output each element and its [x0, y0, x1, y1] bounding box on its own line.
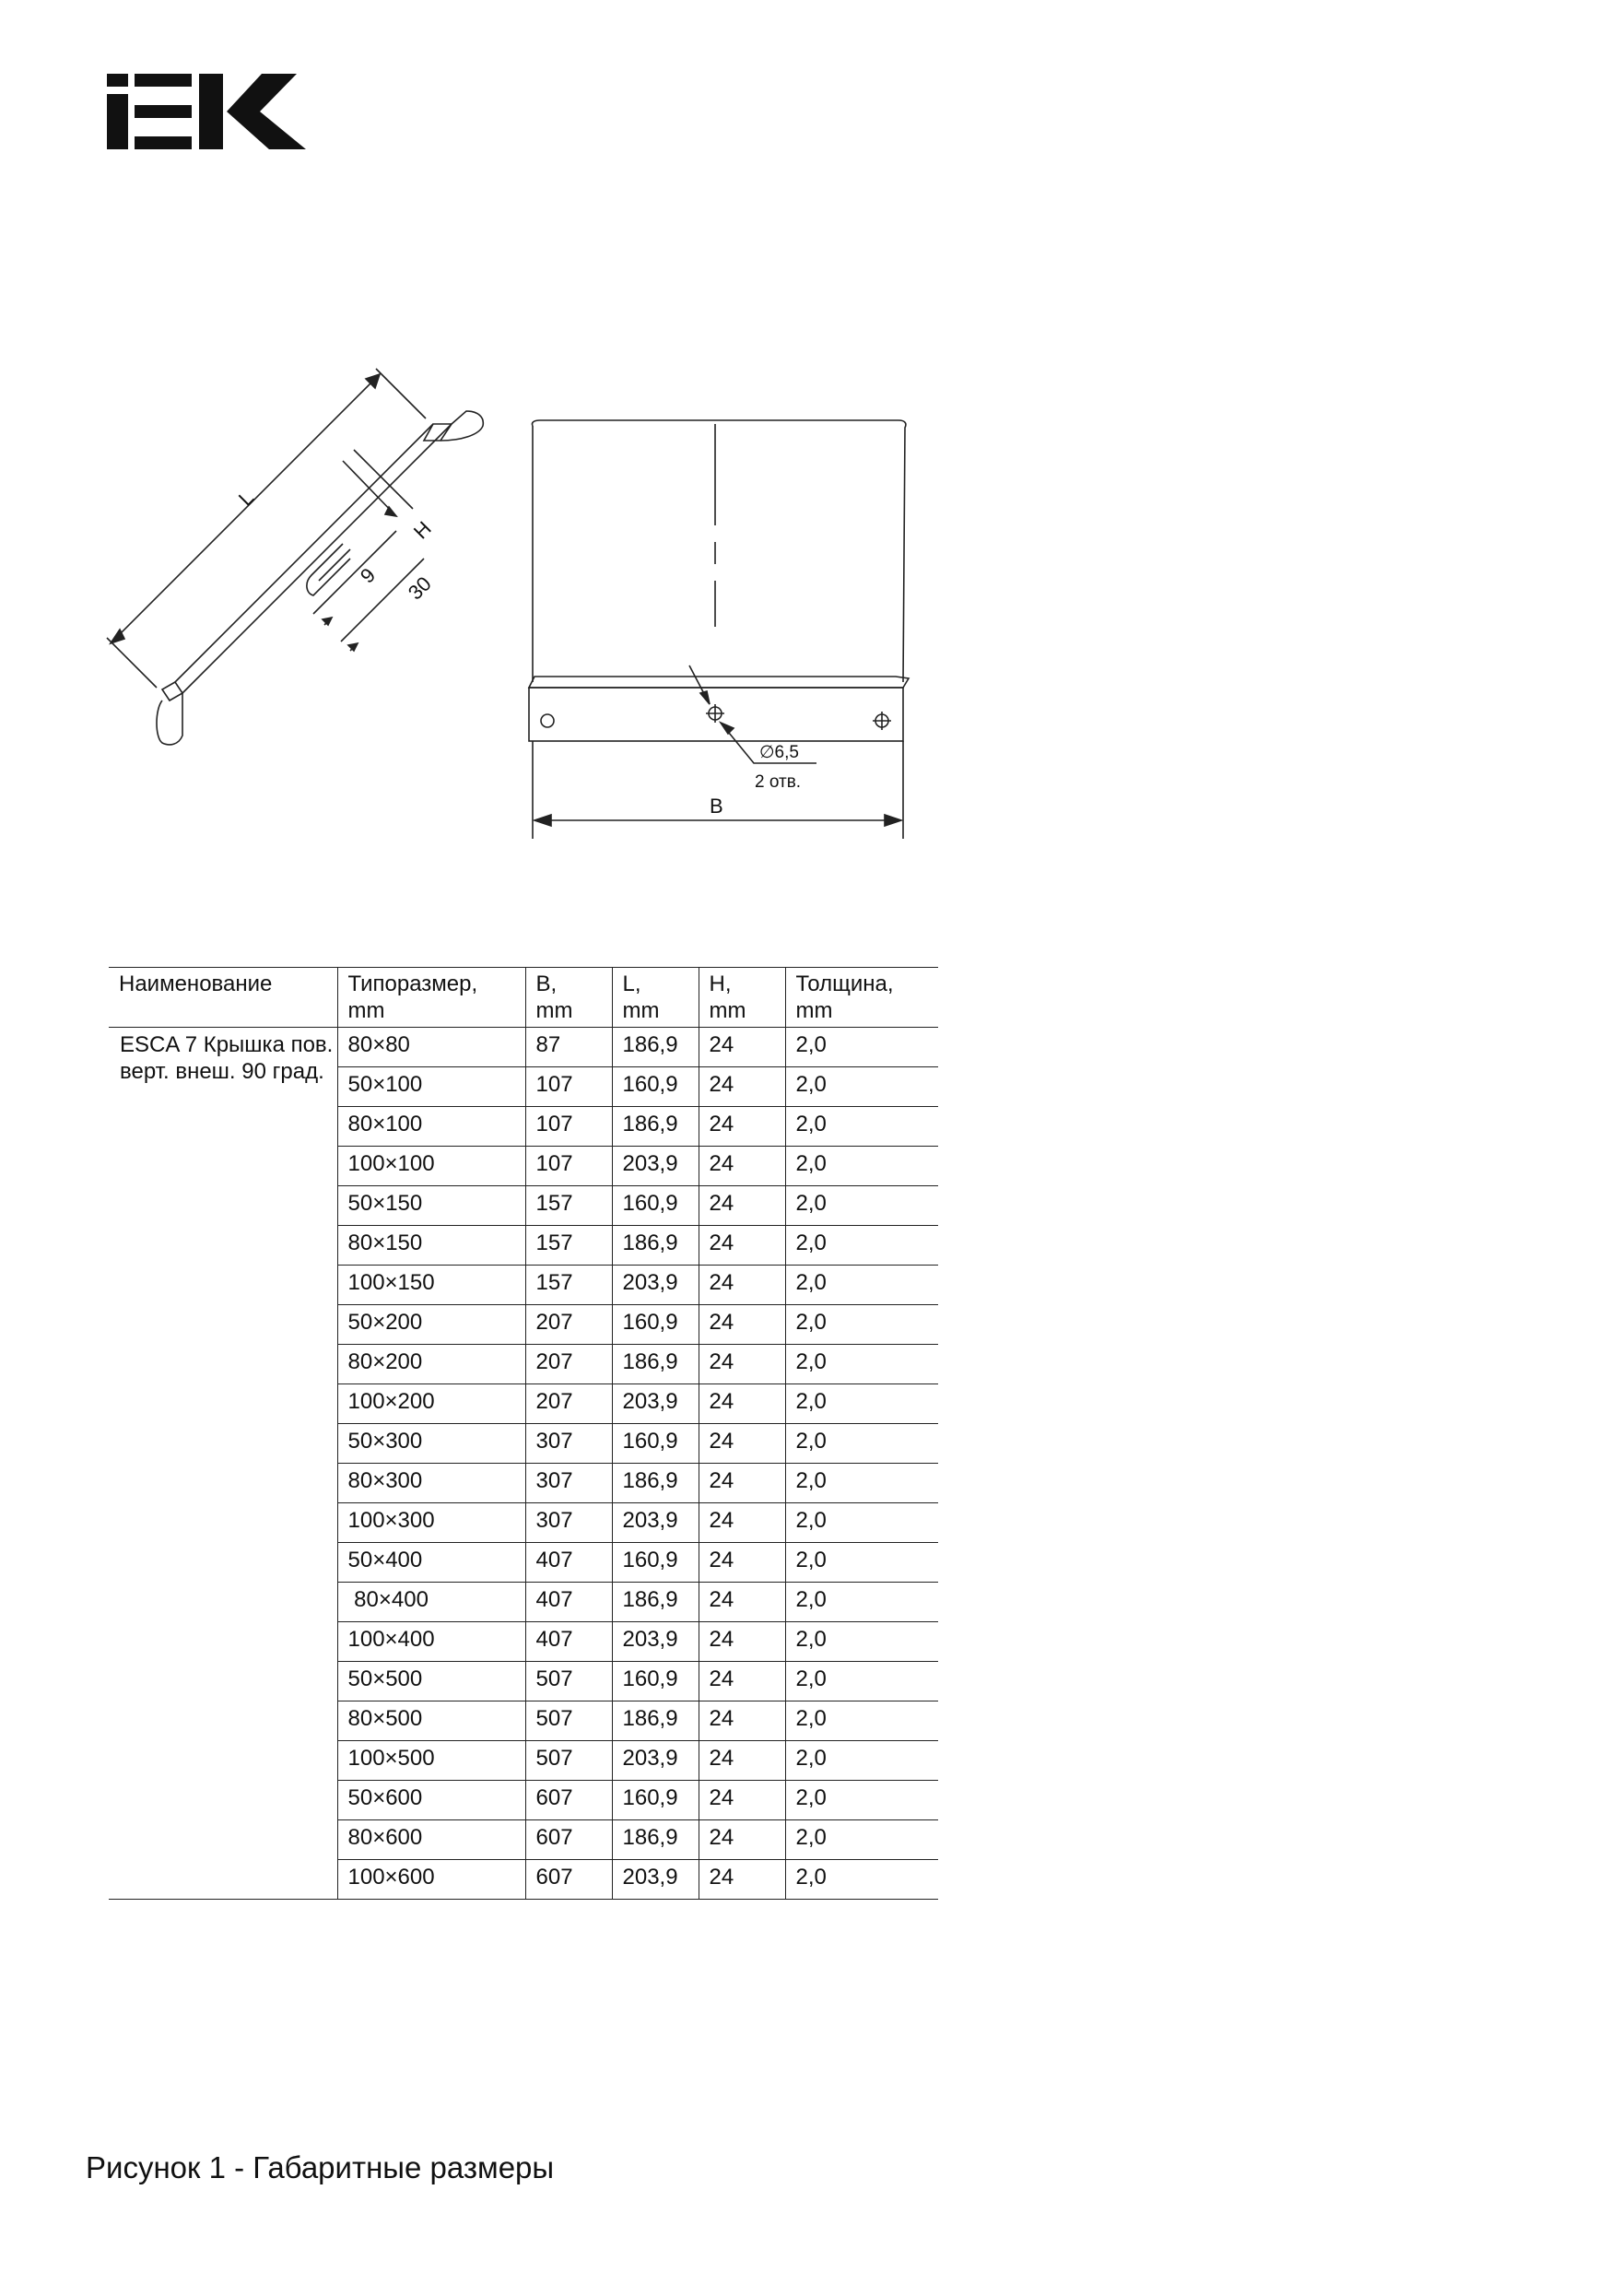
table-cell-h: 24 [699, 1543, 785, 1583]
table-cell-thickness: 2,0 [785, 1147, 938, 1186]
cover-front-outline [532, 420, 905, 682]
table-cell-h: 24 [699, 1662, 785, 1701]
table-cell-l: 186,9 [612, 1226, 699, 1266]
table-cell-size: 100×400 [337, 1622, 525, 1662]
table-cell-h: 24 [699, 1305, 785, 1345]
figure-caption: Рисунок 1 - Габаритные размеры [86, 2150, 555, 2184]
table-cell-b: 307 [525, 1464, 612, 1503]
table-cell-thickness: 2,0 [785, 1028, 938, 1067]
table-cell-h: 24 [699, 1701, 785, 1741]
table-cell-size: 50×500 [337, 1662, 525, 1701]
label-hole-diameter: ∅6,5 [759, 743, 799, 762]
table-cell-b: 607 [525, 1820, 612, 1860]
label-9: 9 [355, 563, 381, 588]
table-cell-size: 50×300 [337, 1424, 525, 1464]
table-cell-size: 80×150 [337, 1226, 525, 1266]
table-cell-b: 407 [525, 1622, 612, 1662]
label-B: B [710, 795, 723, 818]
table-cell-thickness: 2,0 [785, 1186, 938, 1226]
table-cell-h: 24 [699, 1147, 785, 1186]
header-name: Наименование [109, 968, 337, 1028]
table-cell-thickness: 2,0 [785, 1583, 938, 1622]
table-cell-thickness: 2,0 [785, 1662, 938, 1701]
table-cell-l: 160,9 [612, 1543, 699, 1583]
table-cell-b: 407 [525, 1543, 612, 1583]
table-cell-l: 186,9 [612, 1028, 699, 1067]
table-cell-size: 80×80 [337, 1028, 525, 1067]
header-l: L, mm [612, 968, 699, 1028]
table-cell-h: 24 [699, 1622, 785, 1662]
cover-bottom-flange [529, 677, 909, 688]
table-cell-h: 24 [699, 1028, 785, 1067]
table-cell-b: 107 [525, 1067, 612, 1107]
table-cell-l: 160,9 [612, 1662, 699, 1701]
table-cell-size: 100×600 [337, 1860, 525, 1900]
table-cell-thickness: 2,0 [785, 1345, 938, 1384]
cover-bottom-band [529, 688, 903, 741]
table-cell-b: 157 [525, 1266, 612, 1305]
table-cell-h: 24 [699, 1266, 785, 1305]
table-cell-b: 607 [525, 1860, 612, 1900]
dimension-drawing [0, 350, 1014, 866]
table-cell-thickness: 2,0 [785, 1226, 938, 1266]
table-cell-h: 24 [699, 1860, 785, 1900]
table-cell-h: 24 [699, 1781, 785, 1820]
table-cell-b: 207 [525, 1345, 612, 1384]
table-cell-b: 507 [525, 1741, 612, 1781]
table-cell-thickness: 2,0 [785, 1305, 938, 1345]
table-cell-l: 160,9 [612, 1781, 699, 1820]
table-cell-l: 186,9 [612, 1583, 699, 1622]
table-header-row [109, 968, 938, 1028]
table-cell-size: 50×400 [337, 1543, 525, 1583]
table-cell-size: 80×600 [337, 1820, 525, 1860]
table-cell-b: 407 [525, 1583, 612, 1622]
table-cell-size: 80×200 [337, 1345, 525, 1384]
label-H: H [408, 516, 436, 544]
table-cell-size: 50×600 [337, 1781, 525, 1820]
table-cell-h: 24 [699, 1503, 785, 1543]
bracket-tab [307, 544, 350, 595]
table-cell-b: 307 [525, 1424, 612, 1464]
table-cell-thickness: 2,0 [785, 1384, 938, 1424]
table-cell-h: 24 [699, 1741, 785, 1781]
table-cell-thickness: 2,0 [785, 1266, 938, 1305]
table-cell-h: 24 [699, 1464, 785, 1503]
table-cell-thickness: 2,0 [785, 1503, 938, 1543]
table-cell-thickness: 2,0 [785, 1781, 938, 1820]
hole-left [541, 714, 554, 727]
table-cell-l: 186,9 [612, 1820, 699, 1860]
table-cell-size: 100×300 [337, 1503, 525, 1543]
table-cell-l: 160,9 [612, 1424, 699, 1464]
table-cell-size: 50×100 [337, 1067, 525, 1107]
table-cell-l: 203,9 [612, 1384, 699, 1424]
table-row [109, 1028, 938, 1067]
table-cell-l: 203,9 [612, 1741, 699, 1781]
table-cell-size: 50×150 [337, 1186, 525, 1226]
table-cell-thickness: 2,0 [785, 1741, 938, 1781]
table-cell-thickness: 2,0 [785, 1820, 938, 1860]
table-cell-l: 203,9 [612, 1147, 699, 1186]
table-cell-h: 24 [699, 1583, 785, 1622]
table-cell-l: 186,9 [612, 1107, 699, 1147]
header-b: B, mm [525, 968, 612, 1028]
dimension-L-line [111, 374, 380, 643]
dimensions-table [109, 967, 938, 1900]
table-cell-h: 24 [699, 1186, 785, 1226]
table-cell-h: 24 [699, 1067, 785, 1107]
table-cell-b: 207 [525, 1305, 612, 1345]
table-cell-l: 160,9 [612, 1186, 699, 1226]
table-cell-b: 107 [525, 1107, 612, 1147]
table-cell-size: 100×500 [337, 1741, 525, 1781]
table-cell-b: 307 [525, 1503, 612, 1543]
table-cell-l: 203,9 [612, 1503, 699, 1543]
cover-top-flange [440, 411, 483, 441]
iek-logo [107, 74, 306, 149]
header-h: H, mm [699, 968, 785, 1028]
table-cell-size: 50×200 [337, 1305, 525, 1345]
table-cell-h: 24 [699, 1107, 785, 1147]
table-cell-l: 160,9 [612, 1305, 699, 1345]
table-cell-size: 80×400 [337, 1583, 525, 1622]
table-cell-thickness: 2,0 [785, 1424, 938, 1464]
table-cell-thickness: 2,0 [785, 1107, 938, 1147]
table-cell-thickness: 2,0 [785, 1543, 938, 1583]
table-cell-l: 203,9 [612, 1860, 699, 1900]
table-cell-product-name: ESCA 7 Крышка пов. верт. внеш. 90 град. [109, 1028, 337, 1900]
cover-bottom-end [162, 682, 182, 701]
table-cell-size: 80×300 [337, 1464, 525, 1503]
table-cell-b: 157 [525, 1186, 612, 1226]
table-cell-size: 80×100 [337, 1107, 525, 1147]
table-cell-h: 24 [699, 1345, 785, 1384]
table-cell-l: 186,9 [612, 1701, 699, 1741]
table-cell-b: 607 [525, 1781, 612, 1820]
table-cell-l: 186,9 [612, 1345, 699, 1384]
table-cell-h: 24 [699, 1820, 785, 1860]
table-cell-thickness: 2,0 [785, 1701, 938, 1741]
header-thickness: Толщина, mm [785, 968, 938, 1028]
table-cell-b: 507 [525, 1662, 612, 1701]
header-size: Типоразмер, mm [337, 968, 525, 1028]
table-cell-size: 100×150 [337, 1266, 525, 1305]
table-cell-l: 160,9 [612, 1067, 699, 1107]
table-cell-l: 203,9 [612, 1266, 699, 1305]
table-cell-thickness: 2,0 [785, 1067, 938, 1107]
table-cell-b: 87 [525, 1028, 612, 1067]
table-cell-h: 24 [699, 1384, 785, 1424]
table-cell-l: 186,9 [612, 1464, 699, 1503]
label-hole-count: 2 отв. [755, 772, 802, 792]
label-L: L [233, 486, 259, 511]
table-cell-size: 80×500 [337, 1701, 525, 1741]
table-cell-h: 24 [699, 1226, 785, 1266]
table-cell-h: 24 [699, 1424, 785, 1464]
label-30: 30 [403, 571, 436, 605]
table-cell-b: 157 [525, 1226, 612, 1266]
table-cell-thickness: 2,0 [785, 1464, 938, 1503]
table-cell-b: 207 [525, 1384, 612, 1424]
table-cell-b: 507 [525, 1701, 612, 1741]
table-cell-size: 100×100 [337, 1147, 525, 1186]
table-cell-thickness: 2,0 [785, 1622, 938, 1662]
table-cell-b: 107 [525, 1147, 612, 1186]
table-cell-thickness: 2,0 [785, 1860, 938, 1900]
table-cell-l: 203,9 [612, 1622, 699, 1662]
table-cell-size: 100×200 [337, 1384, 525, 1424]
cover-side-outline [175, 424, 452, 693]
